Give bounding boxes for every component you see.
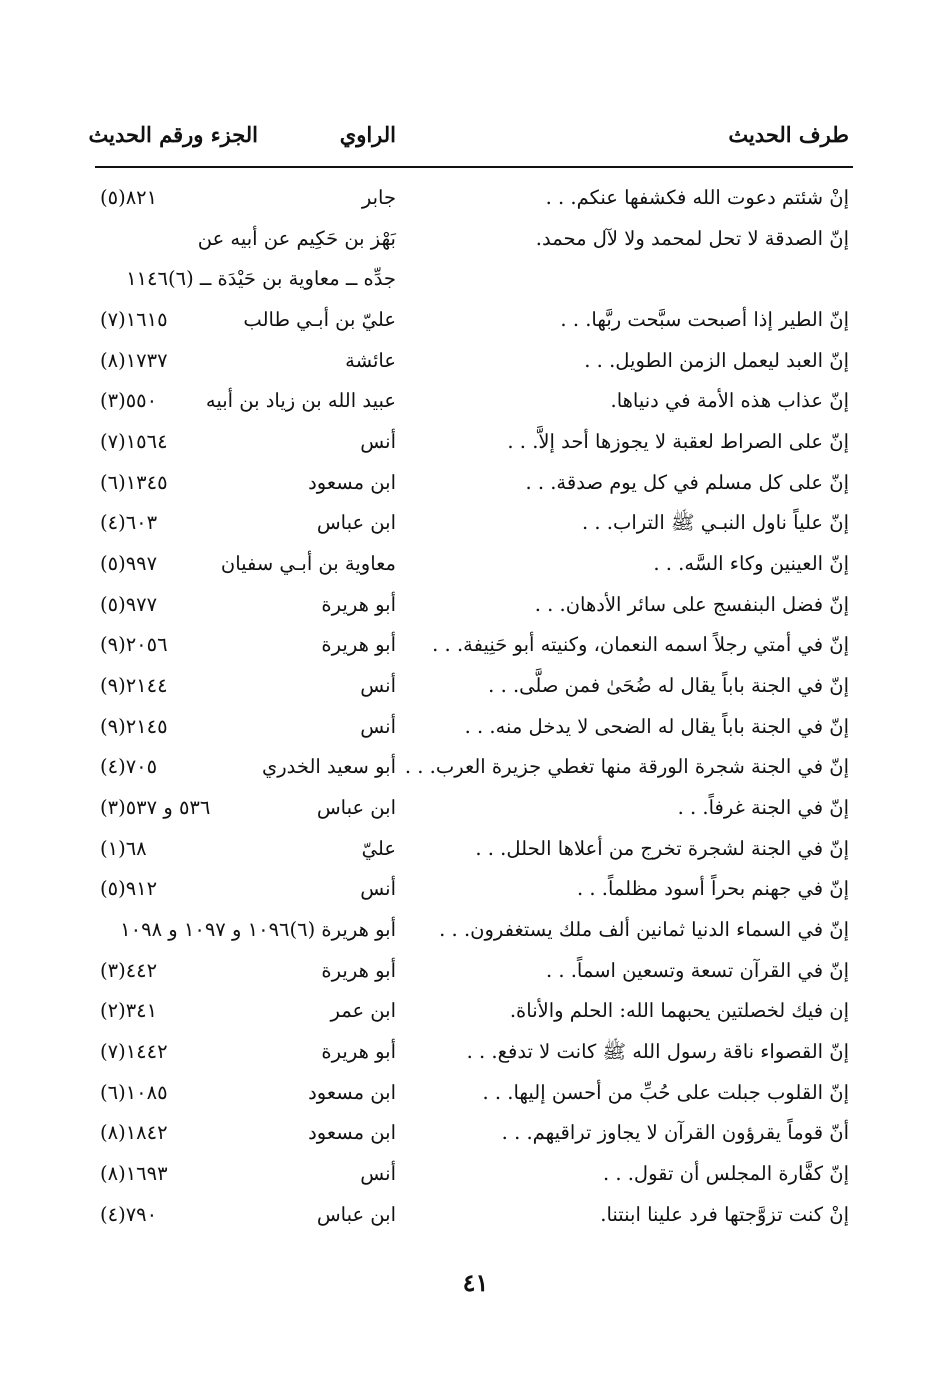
- hadith-text: إنّ في جهنم بحراً أسود مظلماً. . .: [576, 877, 849, 900]
- table-row: [0, 959, 951, 999]
- narrator-name: أنس: [360, 877, 396, 900]
- narrator-name: أبو سعيد الخدري: [261, 755, 396, 778]
- narrator-name: ابن مسعود: [308, 471, 396, 494]
- hadith-text: إنّ في الجنة باباً يقال له ضُحَىٰ فمن صلَّى. . .: [488, 674, 849, 697]
- narrator-name: أنس: [360, 430, 396, 453]
- hadith-text: إنّ على الصراط لعقبة لا يجوزها أحد إلاَّ. . .: [507, 430, 849, 453]
- table-row: [0, 633, 951, 673]
- hadith-reference: ١٥٦٤(٧): [100, 430, 168, 453]
- table-row: [0, 674, 951, 714]
- table-row: [0, 511, 951, 551]
- hadith-reference: ٧٠٥(٤): [100, 755, 158, 778]
- hadith-reference: ٩٧٧(٥): [100, 593, 158, 616]
- narrator-name: أبو هريرة: [321, 959, 396, 982]
- table-row: [0, 999, 951, 1039]
- narrator-name: ابن عباس: [316, 511, 396, 534]
- hadith-reference: ٣٤١(٢): [100, 999, 158, 1022]
- column-header-hadith: طرف الحديث: [728, 122, 849, 147]
- hadith-text: إنّ عذاب هذه الأمة في دنياها.: [610, 389, 849, 412]
- table-row: [0, 552, 951, 592]
- hadith-reference: ٩١٢(٥): [100, 877, 158, 900]
- narrator-name: ابن عباس: [316, 796, 396, 819]
- hadith-text: إنّ كفَّارة المجلس أن تقول. . .: [602, 1162, 849, 1185]
- hadith-reference: ٥٥٠(٣): [100, 389, 158, 412]
- table-row: [0, 1162, 951, 1202]
- table-row: [0, 918, 951, 958]
- hadith-reference: ٢٠٥٦(٩): [100, 633, 168, 656]
- hadith-reference: ١٤٤٢(٧): [100, 1040, 168, 1063]
- table-row: [0, 593, 951, 633]
- hadith-text: إنّ الطير إذا أصبحت سبَّحت ربَّها. . .: [560, 308, 849, 331]
- hadith-reference: ١٦١٥(٧): [100, 308, 168, 331]
- narrator-name: جدِّه ــ معاوية بن حَيْدَة ــ (٦)١١٤٦: [126, 267, 396, 290]
- hadith-text: إنّ في الجنة شجرة الورقة منها تغطي جزيرة العرب. . .: [404, 755, 849, 778]
- hadith-text: إن فيك لخصلتين يحبهما الله: الحلم والأناة.: [509, 999, 849, 1022]
- narrator-name: عليّ بن أبـي طالب: [243, 308, 396, 331]
- narrator-name: أبو هريرة: [321, 593, 396, 616]
- hadith-text: إنّ القصواء ناقة رسول الله ﷺ كانت لا تدفع. . .: [466, 1040, 849, 1063]
- hadith-text: إنْ شئتم دعوت الله فكشفها عنكم. . .: [545, 186, 849, 209]
- hadith-text: إنّ في أمتي رجلاً اسمه النعمان، وكنيته أبو حَنِيفة. . .: [432, 633, 849, 656]
- table-row: [0, 349, 951, 389]
- hadith-text: إنّ الصدقة لا تحل لمحمد ولا لآل محمد.: [535, 227, 849, 250]
- hadith-text: أنّ قوماً يقرؤون القرآن لا يجاوز تراقيهم. . .: [501, 1121, 849, 1144]
- narrator-name: عليّ: [361, 837, 396, 860]
- hadith-text: إنّ العينين وكاء السَّه. . .: [653, 552, 849, 575]
- table-row: [0, 715, 951, 755]
- narrator-name: أبو هريرة: [321, 1040, 396, 1063]
- table-row: [0, 1040, 951, 1080]
- hadith-text: إنّ العبد ليعمل الزمن الطويل. . .: [584, 349, 849, 372]
- hadith-text: إنّ القلوب جبلت على حُبِّ من أحسن إليها. . .: [482, 1081, 849, 1104]
- hadith-reference: ٢١٤٥(٩): [100, 715, 168, 738]
- table-row: [0, 430, 951, 470]
- column-header-narrator: الراوي: [339, 122, 396, 147]
- table-row: [0, 1203, 951, 1243]
- narrator-name: أنس: [360, 674, 396, 697]
- narrator-name: عبيد الله بن زياد بن أبيه: [205, 389, 396, 412]
- table-row: [0, 227, 951, 267]
- narrator-name: أنس: [360, 715, 396, 738]
- hadith-reference: ١٧٣٧(٨): [100, 349, 168, 372]
- hadith-text: إنّ فضل البنفسج على سائر الأدهان. . .: [534, 593, 849, 616]
- hadith-reference: ١٣٤٥(٦): [100, 471, 168, 494]
- hadith-text: إنّ في الجنة لشجرة تخرج من أعلاها الحلل. . .: [475, 837, 849, 860]
- hadith-reference: (٣)٥٣٦ و ٥٣٧: [100, 796, 211, 819]
- header-divider: [95, 166, 853, 168]
- narrator-name: معاوية بن أبـي سفيان: [220, 552, 396, 575]
- hadith-reference: ٧٩٠(٤): [100, 1203, 158, 1226]
- table-row: [0, 308, 951, 348]
- table-row: [0, 1081, 951, 1121]
- narrator-name: ابن عمر: [330, 999, 396, 1022]
- hadith-reference: ١٦٩٣(٨): [100, 1162, 168, 1185]
- table-row: [0, 1121, 951, 1161]
- hadith-text: إنّ في الجنة غرفاً. . .: [677, 796, 849, 819]
- hadith-reference: ٦٠٣(٤): [100, 511, 158, 534]
- table-row: [0, 755, 951, 795]
- hadith-text: إنّ في الجنة باباً يقال له الضحى لا يدخل منه. . .: [464, 715, 849, 738]
- table-row: [0, 186, 951, 226]
- table-row: [0, 267, 951, 307]
- narrator-name: ابن مسعود: [308, 1081, 396, 1104]
- narrator-name: بَهْز بن حَكِيم عن أبيه عن: [197, 227, 396, 250]
- narrator-name: عائشة: [345, 349, 396, 372]
- hadith-reference: ٩٩٧(٥): [100, 552, 158, 575]
- narrator-name: أنس: [360, 1162, 396, 1185]
- narrator-name: أبو هريرة: [321, 633, 396, 656]
- hadith-text: إنّ علياً ناول النبـي ﷺ التراب. . .: [581, 511, 849, 534]
- hadith-reference: ١٠٨٥(٦): [100, 1081, 168, 1104]
- hadith-text: إنّ في السماء الدنيا ثمانين ألف ملك يستغفرون. . .: [439, 918, 849, 941]
- hadith-text: إنّ على كل مسلم في كل يوم صدقة. . .: [525, 471, 849, 494]
- column-header-reference: الجزء ورقم الحديث: [88, 122, 258, 147]
- hadith-reference: ٤٤٢(٣): [100, 959, 158, 982]
- page-number: ٤١: [462, 1268, 489, 1297]
- hadith-text: إنْ كنت تزوَّجتها فرد علينا ابنتنا.: [600, 1203, 849, 1226]
- table-row: [0, 877, 951, 917]
- table-row: [0, 837, 951, 877]
- hadith-text: إنّ في القرآن تسعة وتسعين اسماً. . .: [545, 959, 849, 982]
- table-row: [0, 796, 951, 836]
- hadith-reference: ٨٢١(٥): [100, 186, 158, 209]
- table-row: [0, 471, 951, 511]
- narrator-name: جابر: [361, 186, 396, 209]
- narrator-name: ابن مسعود: [308, 1121, 396, 1144]
- narrator-name: ابن عباس: [316, 1203, 396, 1226]
- hadith-reference: ٢١٤٤(٩): [100, 674, 168, 697]
- hadith-reference: ١٨٤٢(٨): [100, 1121, 168, 1144]
- table-row: [0, 389, 951, 429]
- hadith-reference: ٦٨(١): [100, 837, 147, 860]
- narrator-name: أبو هريرة (٦)١٠٩٦ و ١٠٩٧ و ١٠٩٨: [120, 918, 396, 941]
